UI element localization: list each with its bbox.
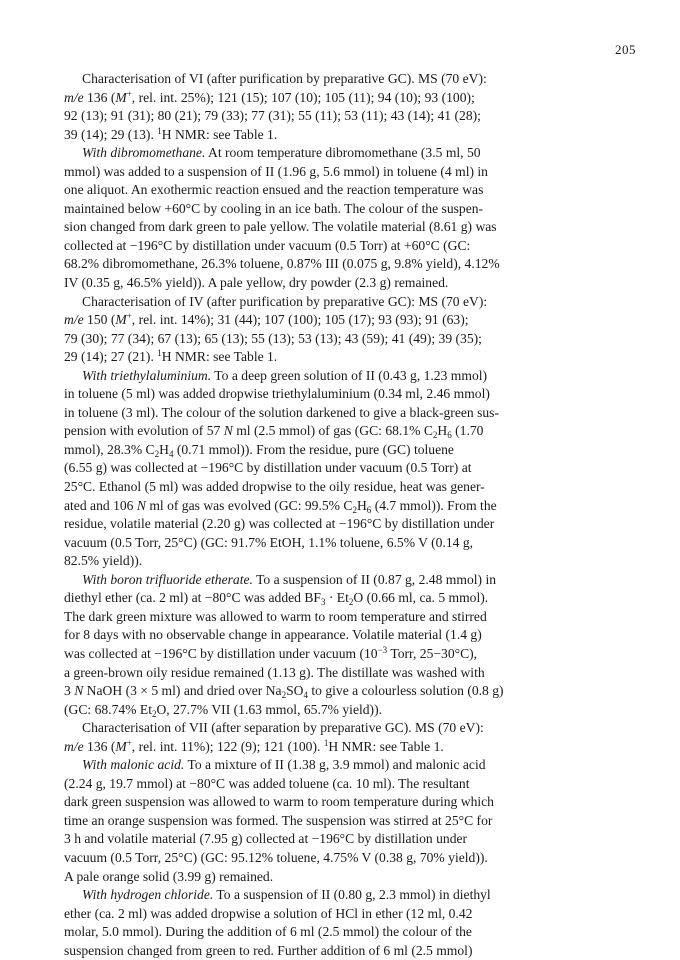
line-text: m/e 150 (M+, rel. int. 14%); 31 (44); 107 (100); 105 (17); 93 (93); 91 (63); [64, 311, 469, 328]
line-text: dark green suspension was allowed to warm to room temperature during which [64, 794, 494, 810]
text-line [64, 942, 654, 960]
text-line [64, 144, 654, 163]
text-line [64, 367, 654, 386]
text-line [64, 719, 654, 738]
run-in-heading: With triethylaluminium. [82, 367, 212, 383]
line-text: 29 (14); 27 (21). $^1$H NMR: see Table 1. [64, 348, 278, 365]
line-text: To a deep green solution of II (0.43 g, 1.23 mmol) [214, 367, 488, 383]
text-line [64, 311, 654, 330]
text-line [64, 515, 654, 534]
line-text: IV (0.35 g, 46.5% yield)). A pale yellow, dry powder (2.3 g) remained. [64, 275, 449, 291]
line-text: time an orange suspension was formed. The suspension was stirred at 25°C for [64, 812, 493, 828]
body-text [64, 70, 654, 960]
line-text: The dark green mixture was allowed to warm to room temperature and stirred [64, 608, 487, 624]
text-line [64, 126, 654, 145]
text-line [64, 274, 654, 293]
line-text: To a suspension of II (0.87 g, 2.48 mmol) in [256, 571, 497, 587]
text-line [64, 738, 654, 757]
line-text: mmol), 28.3% $C_2H_4$ (0.71 mmol)). From the residue, pure (GC) toluene [64, 441, 454, 459]
text-line [64, 645, 654, 664]
paragraph [64, 367, 654, 571]
text-line [64, 886, 654, 905]
text-line [64, 905, 654, 924]
line-text: 3 h and volatile material (7.95 g) collected at −196°C by distillation under [64, 831, 468, 847]
text-line [64, 534, 654, 553]
paragraph [64, 144, 654, 292]
run-in-heading: With malonic acid. [82, 757, 185, 773]
text-line [64, 756, 654, 775]
line-text: To a suspension of II (0.80 g, 2.3 mmol) in diethyl [216, 887, 491, 903]
line-text: 92 (13); 91 (31); 80 (21); 79 (33); 77 (31); 55 (11); 53 (11); 43 (14); 41 (28); [64, 108, 481, 124]
paragraph [64, 719, 654, 756]
text-line [64, 404, 654, 423]
text-line [64, 664, 654, 683]
line-text: A pale orange solid (3.99 g) remained. [64, 868, 274, 884]
page-number: 205 [615, 42, 636, 57]
text-line [64, 793, 654, 812]
text-line [64, 181, 654, 200]
run-in-heading: With hydrogen chloride. [82, 887, 214, 903]
paragraph [64, 571, 654, 719]
line-text: (2.24 g, 19.7 mmol) at −80°C was added toluene (ca. 10 ml). The resultant [64, 775, 470, 791]
text-line [64, 107, 654, 126]
text-line [64, 571, 654, 590]
line-text: maintained below +60°C by cooling in an ice bath. The colour of the suspen- [64, 200, 484, 216]
line-text: was collected at −196°C by distillation under vacuum ($10^{-3}$ Torr, 25−30°C), [64, 644, 478, 661]
text-line [64, 459, 654, 478]
text-line [64, 830, 654, 849]
line-text: in toluene (3 ml). The colour of the solution darkened to give a black-green sus- [64, 404, 499, 420]
line-text: ated and 106 N ml of gas was evolved (GC: 99.5% $C_2H_6$ (4.7 mmol)). From the [64, 497, 497, 515]
text-line [64, 237, 654, 256]
text-line [64, 626, 654, 645]
text-line [64, 608, 654, 627]
line-text: mmol) was added to a suspension of II (1.96 g, 5.6 mmol) in toluene (4 ml) in [64, 163, 488, 179]
paragraph [64, 293, 654, 367]
line-text: Characterisation of IV (after purification by preparative GC): MS (70 eV): [82, 293, 488, 309]
line-text: 25°C. Ethanol (5 ml) was added dropwise to the oily residue, heat was gener- [64, 479, 485, 495]
paragraph [64, 886, 654, 960]
text-line [64, 589, 654, 608]
line-text: m/e 136 (M+, rel. int. 11%); 122 (9); 121 (100). $^1$H NMR: see Table 1. [64, 737, 444, 754]
line-text: vacuum (0.5 Torr, 25°C) (GC: 95.12% toluene, 4.75% V (0.38 g, 70% yield)). [64, 849, 488, 865]
text-line [64, 701, 654, 720]
text-line [64, 775, 654, 794]
text-line [64, 163, 654, 182]
line-text: suspension changed from green to red. Further addition of 6 ml (2.5 mmol) [64, 942, 473, 958]
line-text: m/e 136 (M+, rel. int. 25%); 121 (15); 107 (10); 105 (11); 94 (10); 93 (100); [64, 88, 475, 105]
text-line [64, 330, 654, 349]
text-line [64, 70, 654, 89]
text-line [64, 422, 654, 441]
paragraph [64, 756, 654, 886]
text-line [64, 682, 654, 701]
text-line [64, 200, 654, 219]
line-text: 68.2% dibromomethane, 26.3% toluene, 0.87% III (0.075 g, 9.8% yield), 4.12% [64, 256, 500, 272]
text-line [64, 218, 654, 237]
line-text: Characterisation of VI (after purification by preparative GC). MS (70 eV): [82, 71, 487, 86]
line-text: 39 (14); 29 (13). $^1$H NMR: see Table 1. [64, 125, 278, 142]
line-text: (6.55 g) was collected at −196°C by distillation under vacuum (0.5 Torr) at [64, 460, 472, 476]
text-line [64, 923, 654, 942]
line-text: diethyl ether (ca. 2 ml) at −80°C was added $BF_3 \cdot Et_2O$ (0.66 ml, ca. 5 mmol). [64, 590, 489, 608]
line-text: 79 (30); 77 (34); 67 (13); 65 (13); 55 (13); 53 (13); 43 (59); 41 (49); 39 (35); [64, 330, 482, 346]
line-text: for 8 days with no observable change in appearance. Volatile material (1.4 g) [64, 627, 482, 643]
run-in-heading: With boron trifluoride etherate. [82, 571, 253, 587]
line-text: collected at −196°C by distillation under vacuum (0.5 Torr) at +60°C (GC: [64, 237, 471, 253]
line-text: vacuum (0.5 Torr, 25°C) (GC: 91.7% EtOH, 1.1% toluene, 6.5% V (0.14 g, [64, 534, 474, 550]
run-in-heading: With dibromomethane. [82, 145, 206, 161]
line-text: ether (ca. 2 ml) was added dropwise a solution of HCl in ether (12 ml, 0.42 [64, 905, 473, 921]
text-line [64, 293, 654, 312]
text-line [64, 348, 654, 367]
text-line [64, 812, 654, 831]
text-line [64, 441, 654, 460]
line-text: pension with evolution of 57 N ml (2.5 mmol) of gas (GC: 68.1% $C_2H_6$ (1.70 [64, 423, 484, 441]
line-text: in toluene (5 ml) was added dropwise triethylaluminium (0.34 ml, 2.46 mmol) [64, 386, 490, 402]
line-text: 3 N NaOH (3 × 5 ml) and dried over $Na_2SO_4$ to give a colourless solution (0.8 g) [64, 683, 504, 701]
text-line [64, 552, 654, 571]
line-text: To a mixture of II (1.38 g, 3.9 mmol) and malonic acid [187, 757, 486, 773]
paragraph [64, 70, 654, 144]
text-line [64, 849, 654, 868]
line-text: sion changed from dark green to pale yellow. The volatile material (8.61 g) was [64, 219, 497, 235]
line-text: 82.5% yield)). [64, 553, 143, 569]
text-line [64, 89, 654, 108]
text-line [64, 478, 654, 497]
line-text: At room temperature dibromomethane (3.5 ml, 50 [208, 145, 481, 161]
text-line [64, 868, 654, 887]
line-text: (GC: 68.74% $Et_2O$, 27.7% VII (1.63 mmol, 65.7% yield)). [64, 701, 383, 719]
text-line [64, 385, 654, 404]
line-text: one aliquot. An exothermic reaction ensued and the reaction temperature was [64, 182, 484, 198]
line-text: Characterisation of VII (after separation by preparative GC). MS (70 eV): [82, 720, 484, 736]
line-text: molar, 5.0 mmol). During the addition of 6 ml (2.5 mmol) the colour of the [64, 924, 472, 940]
text-line [64, 255, 654, 274]
line-text: a green-brown oily residue remained (1.13 g). The distillate was washed with [64, 664, 485, 680]
line-text: residue, volatile material (2.20 g) was collected at −196°C by distillation under [64, 516, 495, 532]
text-line [64, 497, 654, 516]
